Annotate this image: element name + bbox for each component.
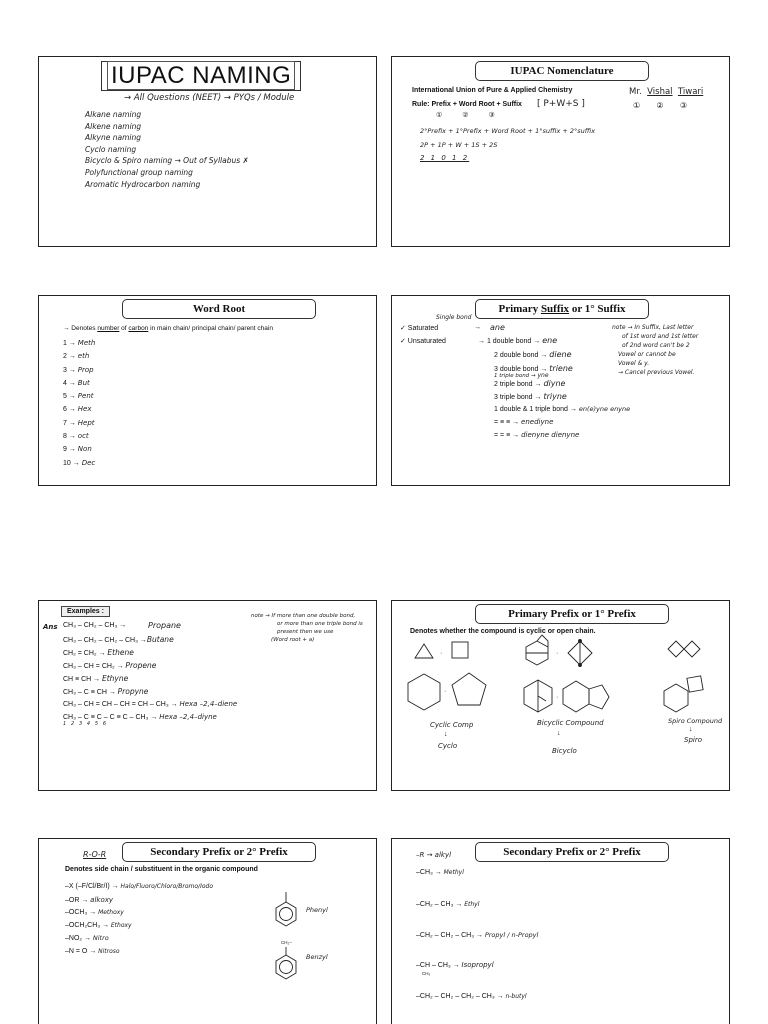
- text: or 1° Suffix: [569, 303, 626, 315]
- suffix: triyne: [543, 392, 567, 401]
- svg-text:·: ·: [556, 650, 559, 657]
- formula: CH₃ – CH₂ – CH₂ – CH₃ →: [63, 637, 147, 644]
- slide-secondary-prefix: [38, 838, 377, 1024]
- topic-list: [85, 109, 249, 190]
- author-name: Vishal: [647, 87, 673, 97]
- note-line: of 1st word and 1st letter: [622, 333, 699, 340]
- svg-text:·: ·: [440, 650, 443, 657]
- list-item: [494, 392, 567, 401]
- formula: –CH₂ – CH₂ – CH₂ – CH₃ →: [416, 993, 504, 1000]
- list-item: [494, 431, 579, 439]
- list-item: [494, 405, 630, 413]
- compound-name: Hexa –2,4–diyne: [159, 713, 217, 721]
- bond-count: = = ≡ →: [494, 432, 520, 439]
- prefix-name: Ethyl: [464, 901, 480, 908]
- benzyl-label: Benzyl: [306, 953, 328, 961]
- list-item: [416, 901, 479, 908]
- list-item: Alkyne naming: [85, 133, 142, 143]
- bond-count: → 1 double bond →: [478, 338, 541, 345]
- cyclobutane-icon: [452, 642, 468, 658]
- suffix: triene: [549, 364, 573, 373]
- compound-name: Ethyne: [101, 674, 129, 683]
- compound-name: Hexa –2,4–diene: [179, 700, 238, 708]
- formula: –OCH₃ →: [65, 909, 97, 917]
- formula: –CH₂ – CH₃ →: [416, 901, 463, 908]
- compound-name: Ethene: [107, 648, 134, 657]
- carbon-count: 10 →: [63, 459, 80, 467]
- rule-numbers: [436, 111, 495, 119]
- unsaturated-label: ✓ Unsaturated: [400, 338, 446, 345]
- formula: –CH – CH₃ →: [416, 962, 460, 969]
- position-numbers: 2 1 0 1 2: [420, 154, 470, 162]
- list-item: [416, 993, 527, 1000]
- single-bond-note: Single bond: [436, 314, 472, 321]
- formula: –X (–F/Cl/Br/I) →: [65, 883, 119, 890]
- list-item: [494, 379, 565, 388]
- bond-count: 1 double & 1 triple bond →: [494, 406, 577, 413]
- carbon-count: 3 →: [63, 366, 76, 374]
- arrow: ↓: [444, 731, 448, 738]
- list-item: [416, 961, 494, 969]
- suffix-note: [612, 323, 698, 377]
- spiro-compound-icon: [664, 684, 688, 712]
- carbon-count: 5 →: [63, 393, 76, 401]
- prefix-name: n-butyl: [505, 993, 527, 1000]
- list-item: [63, 337, 95, 350]
- list-item: [63, 674, 128, 683]
- cyclic-prefix: Cyclo: [438, 742, 458, 750]
- spiro-compound-icon: [668, 641, 684, 657]
- list-item: [63, 377, 95, 390]
- list-item: [416, 931, 538, 939]
- note-line: note → If more than one double bond,: [251, 613, 356, 619]
- ans-label: Ans: [43, 623, 58, 631]
- rule-text: Rule: Prefix + Word Root + Suffix: [412, 101, 522, 108]
- list-item: Alkane naming: [85, 110, 142, 119]
- list-item: [63, 430, 95, 443]
- formula: –OR →: [65, 896, 89, 904]
- prefix-name: Methoxy: [98, 909, 124, 917]
- author-name: Mr.: [629, 87, 642, 97]
- text: → Denotes: [63, 325, 98, 332]
- cyclic-label: Cyclic Comp: [430, 721, 474, 729]
- full-form: International Union of Pure & Applied Chemistry: [412, 87, 573, 94]
- slide-secondary-prefix-alkyl: [391, 838, 730, 1024]
- prefix-description: Denotes whether the compound is cyclic or open chain.: [410, 628, 596, 635]
- bond-count: 2 triple bond →: [494, 381, 542, 388]
- svg-text:·: ·: [556, 694, 559, 701]
- slide-subtitle: → All Questions (NEET) → PYQs / Module: [124, 93, 295, 103]
- bond-count: 2 double bond →: [494, 352, 548, 359]
- spiro-label: Spiro Compound: [668, 717, 723, 725]
- circled-number: ②: [462, 112, 469, 119]
- list-item: [494, 350, 572, 359]
- ane-suffix: ane: [490, 323, 505, 332]
- list-item: Bicyclo & Spiro naming → Out of Syllabus ✗: [85, 156, 249, 166]
- slide-primary-prefix: [391, 600, 730, 791]
- formula: –NO₂ →: [65, 935, 92, 943]
- author-name: Tiwari: [677, 87, 704, 97]
- slide-primary-suffix: [391, 295, 730, 486]
- note-line: of 2nd word can't be 2: [622, 342, 690, 349]
- slide-title: Secondary Prefix or 2° Prefix: [475, 842, 669, 862]
- list-item: [63, 621, 181, 630]
- list-item: Alkene naming: [85, 121, 142, 131]
- formula: CH₃ – CH₂ – CH₃ →: [63, 622, 127, 629]
- isopropyl-branch: CH₃: [422, 971, 431, 976]
- suffix: yne: [537, 372, 549, 379]
- root-word: Non: [77, 445, 92, 454]
- text: Suffix: [540, 303, 570, 315]
- benzyl-ring-icon: [276, 955, 296, 979]
- formula: CH₃ – C ≡ CH →: [63, 689, 116, 696]
- slide-iupac-naming: [38, 56, 377, 247]
- list-item: [494, 418, 553, 426]
- slide-title: [475, 299, 649, 319]
- formula: CH₃ – CH = CH₂ →: [63, 663, 124, 670]
- slide-title: Word Root: [122, 299, 316, 319]
- root-word: Meth: [77, 339, 96, 347]
- prefix-name: Ethoxy: [110, 921, 132, 929]
- list-item: [416, 869, 464, 876]
- suffix: dienyne dienyne: [521, 431, 580, 439]
- benzyl-ch2: CH₂–: [281, 940, 292, 945]
- list-item: [63, 457, 95, 470]
- rule-formula: [ P+W+S ]: [537, 99, 585, 109]
- bicyclic-prefix: Bicyclo: [552, 747, 577, 755]
- compound-name: Propyne: [117, 687, 149, 696]
- formula: CH₃ – CH = CH – CH = CH – CH₃ →: [63, 701, 178, 708]
- list-item: [63, 713, 217, 721]
- compound-name: Butane: [146, 635, 174, 644]
- carbon-count: 6 →: [63, 406, 76, 414]
- list-item: [494, 372, 549, 379]
- formula: –CH₃ →: [416, 869, 442, 876]
- carbon-count: 1 →: [63, 340, 76, 347]
- formula: CH ≡ CH →: [63, 676, 101, 683]
- suffix: diyne: [543, 379, 566, 388]
- list-item: [63, 687, 148, 696]
- root-word: oct: [77, 432, 89, 441]
- carbon-count: 2 →: [63, 353, 76, 361]
- note-line: note → In Suffix, Last letter: [612, 324, 694, 331]
- benzene-structures: [39, 839, 377, 1024]
- root-word: eth: [77, 352, 90, 361]
- bicyclic-compound-icon: [563, 681, 589, 712]
- list-item: [63, 700, 237, 708]
- phenyl-ring-icon: [276, 902, 296, 926]
- prefix-name: Propyl / n-Propyl: [484, 931, 539, 939]
- cyclohexane-icon: [408, 674, 440, 710]
- formula: CH₃ – C ≡ C – C ≡ C – CH₃ →: [63, 714, 158, 721]
- bond-count: 1 triple bond →: [494, 373, 536, 379]
- prefix-name: Nitro: [92, 934, 109, 943]
- formula: –OCH₂CH₃ →: [65, 921, 110, 929]
- list-item: [63, 364, 95, 377]
- circled-number: ③: [679, 101, 687, 110]
- text: of: [119, 325, 129, 332]
- text: carbon: [128, 325, 149, 332]
- list-item: Cyclo naming: [85, 144, 137, 154]
- note-line: present then we use: [277, 629, 334, 635]
- bicyclic-label: Bicyclic Compound: [537, 719, 604, 727]
- root-word: But: [77, 378, 90, 387]
- note-line: Vowel or cannot be: [618, 351, 676, 358]
- root-word: Hex: [77, 405, 92, 414]
- carbon-count: 7 →: [63, 419, 76, 427]
- phenyl-label: Phenyl: [306, 906, 328, 914]
- list-item: [63, 403, 95, 416]
- compound-name: Propene: [125, 661, 157, 670]
- bond-count: = ≡ ≡ →: [494, 419, 520, 426]
- slide-iupac-nomenclature: [391, 56, 730, 247]
- root-word: Dec: [81, 458, 96, 467]
- saturated-label: ✓ Saturated: [400, 325, 439, 332]
- prefix-name: Methyl: [443, 869, 464, 876]
- author-numbers: [633, 101, 687, 110]
- compound-name: Propane: [148, 621, 181, 630]
- prefix-name: alkoxy: [90, 895, 114, 904]
- formula: –N = O →: [65, 947, 97, 955]
- carbon-numbering: 1 2 3 4 5 6: [63, 721, 108, 727]
- note-line: (Word root + a): [271, 637, 315, 643]
- suffix: diene: [549, 350, 572, 359]
- bond-count: 3 double bond →: [494, 366, 548, 373]
- alkyl-note: –R → alkyl: [416, 851, 452, 859]
- examples-note: [251, 612, 363, 644]
- carbon-count: 9 →: [63, 446, 76, 454]
- list-item: [63, 648, 134, 657]
- circled-number: ①: [436, 112, 443, 119]
- suffix: ene: [542, 336, 558, 345]
- arrow: ↓: [689, 726, 693, 733]
- formula: –CH₂ – CH₂ – CH₃ →: [416, 932, 484, 939]
- slide-title: IUPAC Nomenclature: [475, 61, 649, 81]
- list-item: [478, 336, 557, 345]
- circled-number: ①: [633, 101, 641, 110]
- prefix-name: Halo/Fluoro/Chloro/Bromo/Iodo: [120, 883, 213, 890]
- carbon-count: 8 →: [63, 433, 76, 441]
- examples-label: Examples :: [61, 606, 110, 617]
- text: Primary: [498, 303, 541, 315]
- root-word: Prop: [77, 365, 94, 374]
- list-item: [63, 661, 156, 670]
- note-line: or more than one triple bond is: [277, 621, 363, 627]
- note-line: → Cancel previous Vowel.: [618, 369, 695, 376]
- list-item: [63, 417, 95, 430]
- prefix-description: Denotes side chain / substituent in the organic compound: [65, 866, 258, 873]
- prefix-name: Isopropyl: [461, 961, 494, 969]
- arrow: ↓: [557, 730, 561, 737]
- expanded-rule: 2°Prefix + 1°Prefix + Word Root + 1°suffix + 2°suffix: [420, 127, 596, 135]
- list-item: Aromatic Hydrocarbon naming: [85, 179, 201, 189]
- word-root-definition: [63, 325, 273, 332]
- list-item: [63, 350, 95, 363]
- cyclopropane-icon: [415, 644, 433, 658]
- abbrev-rule: 2P + 1P + W + 1S + 2S: [420, 141, 498, 149]
- title-text: IUPAC NAMING: [107, 61, 295, 90]
- svg-text:·: ·: [444, 688, 447, 695]
- root-word: Hept: [77, 418, 95, 427]
- carbon-count: 4 →: [63, 379, 76, 387]
- prefix-name: Nitroso: [98, 947, 120, 955]
- word-root-list: [63, 337, 95, 470]
- suffix: enediyne: [521, 418, 554, 426]
- list-item: [63, 390, 95, 403]
- text: in main chain/ principal chain/ parent chain: [148, 325, 273, 332]
- slide-examples: [38, 600, 377, 791]
- slide-title: [101, 61, 301, 91]
- root-word: Pent: [77, 392, 94, 401]
- list-item: Polyfunctional group naming: [85, 167, 193, 177]
- slide-title: Primary Prefix or 1° Prefix: [475, 604, 669, 624]
- author-names: [629, 87, 703, 97]
- slide-word-root: [38, 295, 377, 486]
- circled-number: ③: [488, 112, 495, 119]
- cyclopentane-icon: [452, 673, 486, 705]
- formula: CH₂ = CH₂ →: [63, 650, 106, 657]
- spiro-prefix: Spiro: [684, 736, 702, 744]
- circled-number: ②: [656, 101, 664, 110]
- bond-count: 3 triple bond →: [494, 394, 542, 401]
- ether-note: R-O-R: [83, 850, 107, 859]
- note-line: Vowel & y.: [618, 360, 650, 367]
- suffix: en(e)yne enyne: [578, 405, 631, 413]
- list-item: [63, 443, 95, 456]
- text: number: [97, 325, 120, 332]
- list-item: [63, 635, 174, 644]
- ring-structures: [392, 601, 730, 791]
- slide-title: Secondary Prefix or 2° Prefix: [122, 842, 316, 862]
- arrow: →: [474, 324, 481, 331]
